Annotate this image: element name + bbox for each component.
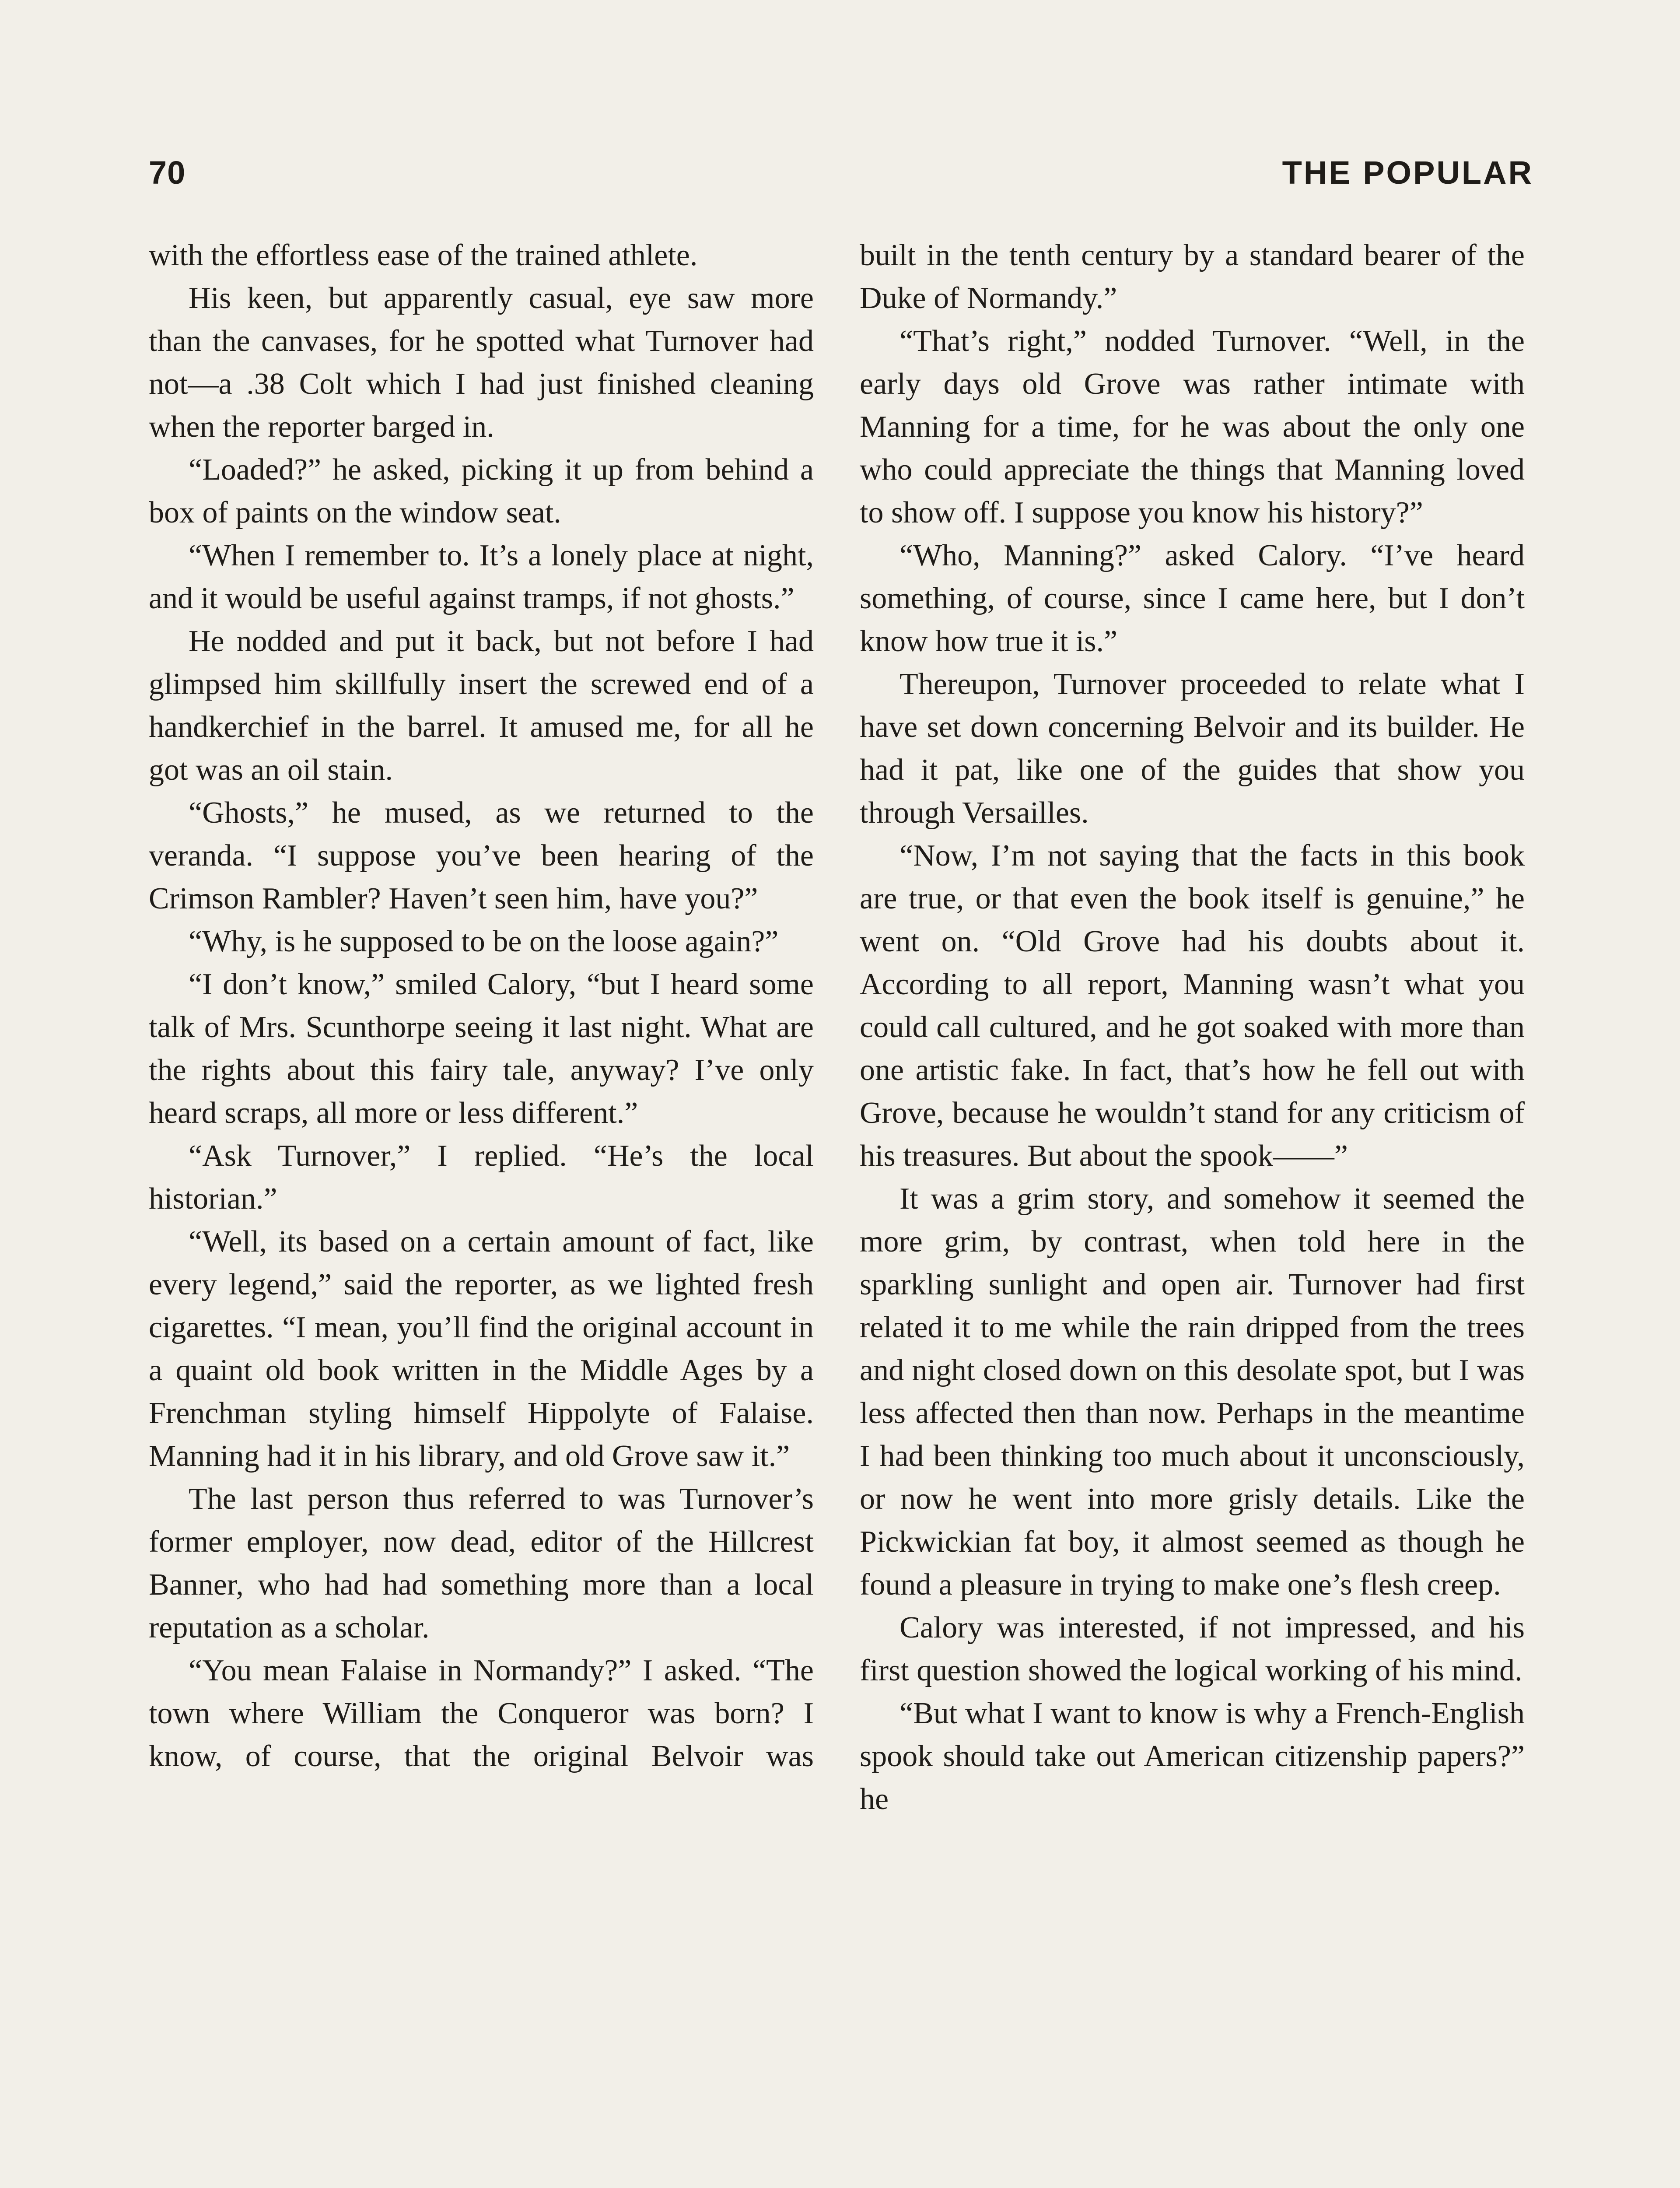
right-text-column <box>860 234 1525 2188</box>
paragraph: “When I remember to. It’s a lonely place at night, and it would be useful against tramps, if not ghosts.” <box>149 539 814 615</box>
paragraph: “Loaded?” he asked, picking it up from behind a box of paints on the window seat. <box>149 453 814 529</box>
paragraph: Calory was interested, if not impressed, and his first question showed the logical working of his mind. <box>860 1611 1525 1687</box>
left-text-column <box>149 234 814 2188</box>
paragraph: “Ghosts,” he mused, as we returned to the veranda. “I suppose you’ve been hearing of the Crimson Rambler? Haven’t seen him, have you?” <box>149 796 814 915</box>
paragraph: “Why, is he supposed to be on the loose again?” <box>189 925 779 958</box>
paragraph: “That’s right,” nodded Turnover. “Well, in the early days old Grove was rather intimate with Manning for a time, for he was about the only one who could appreciate the things that Manning loved to show off. I suppose you know his history?” <box>860 324 1525 529</box>
paragraph: “Well, its based on a certain amount of fact, like every legend,” said the reporter, as we lighted fresh cigarettes. “I mean, you’ll find the original account in a quaint old book written in the Middle Ages by a Frenchman styling himself Hippolyte of Falaise. Manning had it in his library, and old Grove saw it.” <box>149 1225 814 1473</box>
paragraph: The last person thus referred to was Turnover’s former employer, now dead, editor of the Hillcrest Banner, who had had something more than a local reputation as a scholar. <box>149 1482 814 1645</box>
page-header <box>149 151 1533 203</box>
paragraph: “I don’t know,” smiled Calory, “but I heard some talk of Mrs. Scunthorpe seeing it last night. What are the rights about this fairy tale, anyway? I’ve only heard scraps, all more or less different.” <box>149 968 814 1130</box>
paragraph: His keen, but apparently casual, eye saw more than the canvases, for he spotted what Turnover had not—a .38 Colt which I had just finished cleaning when the reporter barged in. <box>149 281 814 444</box>
paragraph: Thereupon, Turnover proceeded to relate what I have set down concerning Belvoir and its builder. He had it pat, like one of the guides that show you through Versailles. <box>860 667 1525 830</box>
paragraph: He nodded and put it back, but not before I had glimpsed him skillfully insert the screwed end of a handkerchief in the barrel. It amused me, for all he got was an oil stain. <box>149 624 814 787</box>
paragraph: “You mean Falaise in Normandy?” I asked. “The town where William the Conqueror was born? I know, of course, that the original Belvoir was <box>149 1654 814 1773</box>
paragraph: “Now, I’m not saying that the facts in this book are true, or that even the book itself is genuine,” he went on. “Old Grove had his doubts about it. According to all report, Manning wasn’t what you could call cultured, and he got soaked with more than one artistic fake. In fact, that’s how he fell out with Grove, because he wouldn’t stand for any criticism of his treasures. But about the spook——” <box>860 839 1525 1173</box>
running-title: THE POPULAR <box>1282 154 1533 191</box>
paragraph: with the effortless ease of the trained athlete. <box>149 238 698 272</box>
paragraph: It was a grim story, and somehow it seemed the more grim, by contrast, when told here in the sparkling sunlight and open air. Turnover had first related it to me while the rain dripped from the trees and night closed down on this desolate spot, but I was less affected then than now. Perhaps in the meantime I had been thinking too much about it unconsciously, or now he went into more grisly details. Like the Pickwickian fat boy, it almost seemed as though he found a pleasure in trying to make one’s flesh creep. <box>860 1182 1525 1602</box>
page-number: 70 <box>149 154 186 191</box>
paragraph: “But what I want to know is why a French-English spook should take out American citizenship papers?” he <box>860 1697 1525 1816</box>
paragraph: “Ask Turnover,” I replied. “He’s the local historian.” <box>149 1139 814 1216</box>
paragraph: built in the tenth century by a standard bearer of the Duke of Normandy.” <box>860 238 1525 315</box>
paragraph: “Who, Manning?” asked Calory. “I’ve heard something, of course, since I came here, but I don’t know how true it is.” <box>860 539 1525 658</box>
